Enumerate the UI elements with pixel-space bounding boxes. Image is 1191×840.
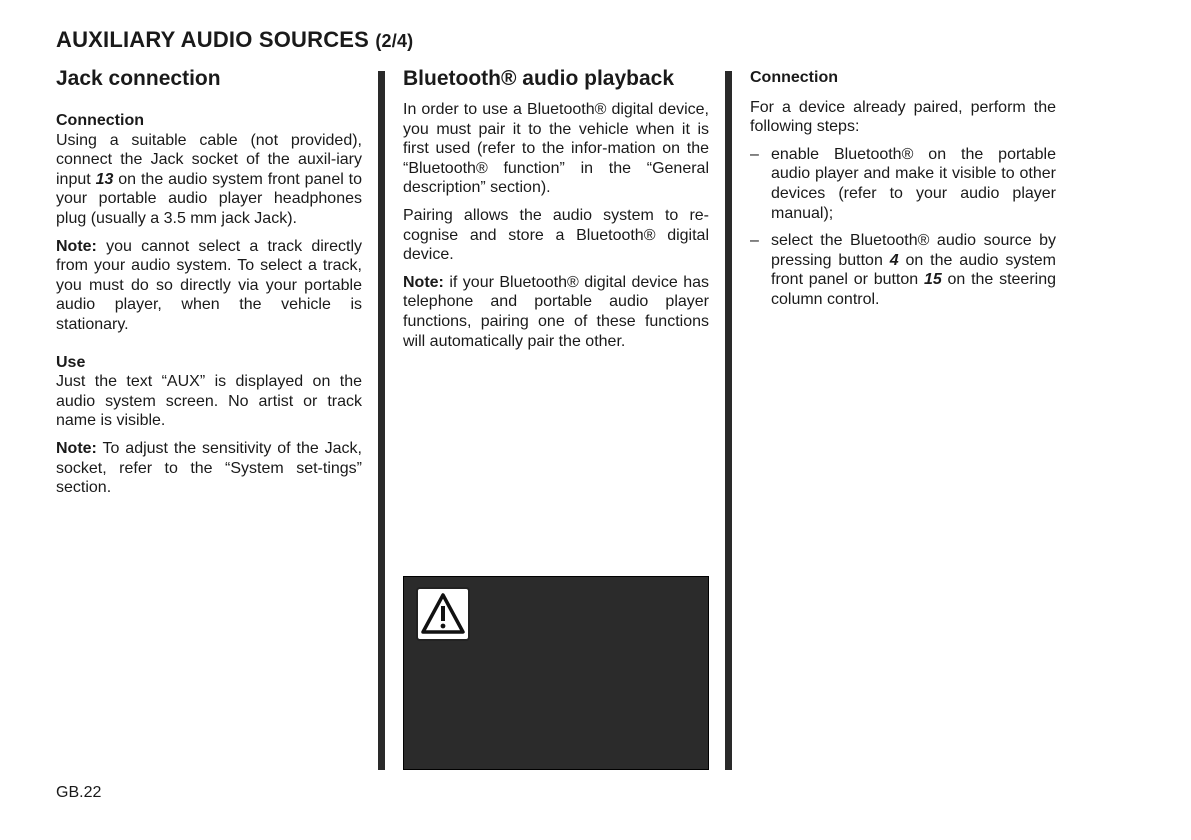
connection-text-end: on the audio system front panel to your portable audio player headphones plug (usually a 3.5 mm jack Jack). (56, 170, 363, 227)
list-item: – enable Bluetooth® on the portable audio player and make it visible to other devices (refer to your audio player manual); (750, 145, 1056, 223)
note-label: Note: (56, 439, 97, 457)
page-number: GB.22 (56, 784, 102, 801)
connection-subheading: Connection (56, 112, 144, 129)
connection-text-start: Using a suitable cable (not provided), connect the Jack socket of the auxil-iary input (56, 131, 362, 188)
jack-connection-heading: Jack connection (56, 67, 221, 90)
page-title (56, 27, 413, 53)
bluetooth-playback-column (403, 66, 709, 351)
connection-steps-list (750, 145, 1056, 310)
note-text: To adjust the sensitivity of the Jack, socket, refer to the “System set-tings” section. (56, 439, 362, 497)
step-text-middle: on the audio system front panel or button (771, 251, 1056, 289)
column-divider-bar (378, 71, 385, 770)
page-title-part: (2/4) (375, 31, 414, 51)
warning-triangle-icon (416, 587, 470, 641)
step-text-end: on the steering column control. (771, 271, 1057, 308)
pairing-paragraph: Pairing allows the audio system to re-cognise and store a Bluetooth® digital device. (403, 206, 709, 264)
connection-intro: For a device already paired, perform the following steps: (750, 98, 1056, 136)
page-title-text: AUXILIARY AUDIO SOURCES (56, 27, 370, 52)
list-item (750, 231, 1056, 309)
note-track-selection (56, 237, 362, 335)
warning-box (403, 576, 709, 770)
note-text: if your Bluetooth® digital device has telephone and portable audio player functions, pairing one of these functions will automatically pair the other. (403, 273, 709, 350)
connection-paragraph (56, 131, 362, 229)
jack-connection-column (56, 66, 362, 498)
note-pairing (403, 273, 709, 351)
note-text: you cannot select a track directly from your audio system. To select a track, you must do so directly via your portable audio player, when the vehicle is stationary. (56, 237, 362, 333)
use-subheading: Use (56, 353, 86, 371)
note-label: Note: (403, 273, 444, 291)
bluetooth-playback-heading: Bluetooth® audio playback (403, 67, 675, 90)
note-label: Note: (56, 237, 97, 255)
connection-subheading: Connection (750, 69, 838, 86)
button-number-15: 15 (923, 271, 942, 289)
note-sensitivity (56, 439, 362, 498)
button-number-4: 4 (889, 251, 899, 269)
input-number-13: 13 (95, 170, 114, 188)
step-text-start: select the Bluetooth® audio source by pressing button (771, 232, 1056, 269)
bluetooth-connection-column (750, 66, 1056, 310)
column-divider-bar (725, 71, 732, 770)
pairing-intro-paragraph: In order to use a Bluetooth® digital device, you must pair it to the vehicle when it is first used (refer to the infor-mation on the “Bluetooth® function” in the “General description” section). (403, 101, 709, 197)
use-paragraph: Just the text “AUX” is displayed on the audio system screen. No artist or track name is visible. (56, 373, 362, 430)
